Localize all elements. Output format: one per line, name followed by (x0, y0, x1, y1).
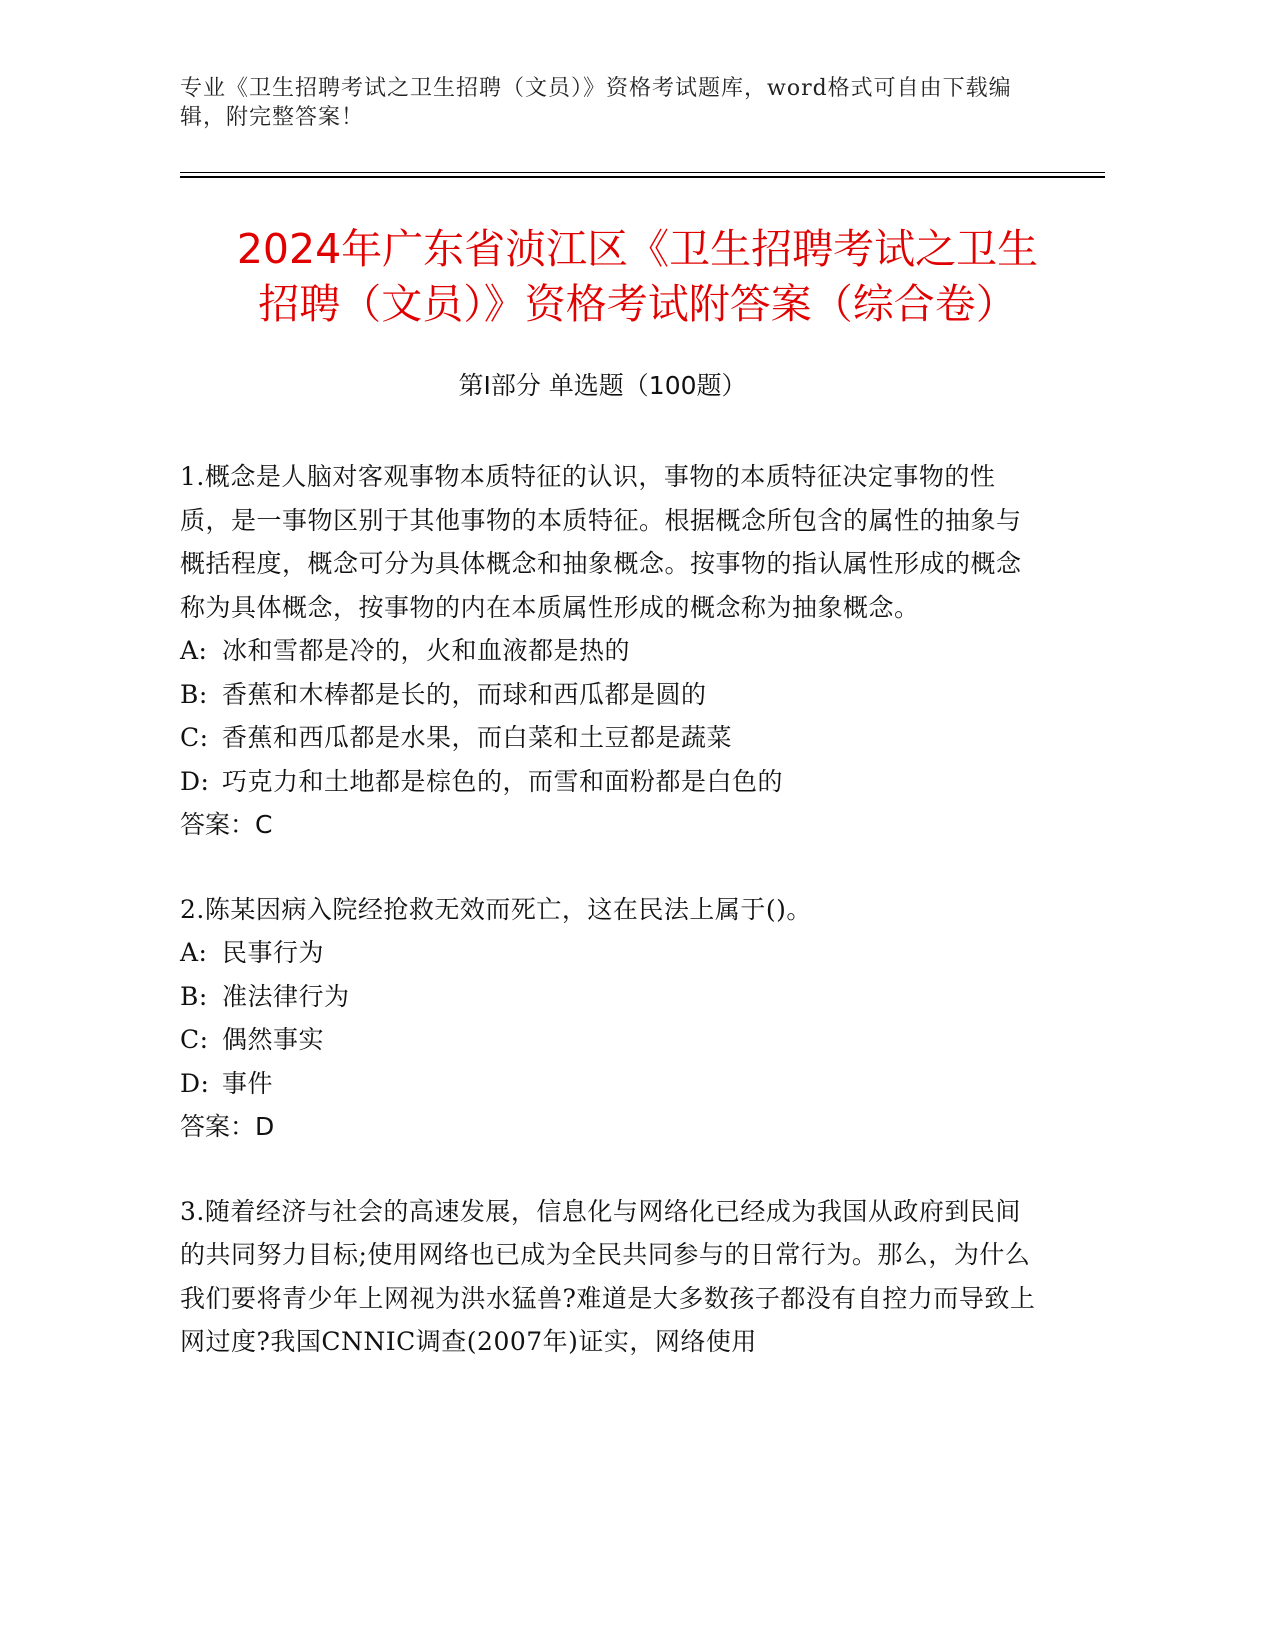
option-text: 冰和雪都是冷的，火和血液都是热的 (222, 636, 631, 665)
option-key: C: (180, 1025, 209, 1054)
option-text: 民事行为 (222, 938, 325, 967)
option-d (180, 760, 1040, 804)
header-divider-thick (180, 176, 1105, 178)
option-key: B: (180, 981, 208, 1011)
option-key: C: (180, 723, 209, 752)
option-key: A: (180, 938, 208, 967)
question-3 (180, 1190, 1040, 1364)
document-title-line-2: 招聘（文员）》资格考试附答案（综合卷） (258, 280, 1017, 328)
question-2 (180, 888, 1040, 1149)
question-list (180, 455, 1040, 1405)
option-key: D: (180, 766, 210, 796)
document-title (150, 222, 1125, 332)
option-key: A: (180, 636, 208, 665)
option-key: B: (180, 679, 208, 709)
question-stem: 2.陈某因病入院经抢救无效而死亡，这在民法上属于()。 (180, 894, 812, 924)
header-divider-thin (180, 172, 1105, 173)
question-stem: 1.概念是人脑对客观事物本质特征的认识，事物的本质特征决定事物的性质，是一事物区别于其他事物的本质特征。根据概念所包含的属性的抽象与概括程度，概念可分为具体概念和抽象概念。按事物的指认属性形成的概念称为具体概念，按事物的内在本质属性形成的概念称为抽象概念。 (180, 462, 1022, 622)
option-c (180, 1018, 1040, 1062)
option-b (180, 975, 1040, 1019)
answer-line: 答案：C (180, 810, 273, 839)
question-1 (180, 455, 1040, 847)
option-text: 准法律行为 (222, 981, 350, 1011)
document-title-line-1: 2024年广东省浈江区《卫生招聘考试之卫生 (236, 225, 1039, 273)
option-b (180, 673, 1040, 717)
option-a (180, 931, 1040, 975)
option-text: 香蕉和木棒都是长的，而球和西瓜都是圆的 (222, 679, 707, 709)
option-text: 香蕉和西瓜都是水果，而白菜和土豆都是蔬菜 (222, 723, 733, 752)
header-note: 专业《卫生招聘考试之卫生招聘（文员）》资格考试题库，word格式可自由下载编辑，附完整答案！ (180, 76, 1012, 130)
answer-line: 答案：D (180, 1112, 275, 1141)
option-text: 事件 (222, 1068, 274, 1098)
option-a (180, 629, 1040, 673)
option-c (180, 716, 1040, 760)
option-d (180, 1062, 1040, 1106)
option-text: 偶然事实 (222, 1025, 325, 1054)
option-key: D: (180, 1068, 210, 1098)
option-text: 巧克力和土地都是棕色的，而雪和面粉都是白色的 (222, 766, 784, 796)
question-stem: 3.随着经济与社会的高速发展，信息化与网络化已经成为我国从政府到民间的共同努力目标;使用网络也已成为全民共同参与的日常行为。那么，为什么我们要将青少年上网视为洪水猛兽?难道是大多数孩子都没有自控力而导致上网过度?我国CNNIC调查(2007年)证实，网络使用 (180, 1196, 1036, 1356)
section-heading: 第Ⅰ部分 单选题（100题） (458, 371, 747, 400)
